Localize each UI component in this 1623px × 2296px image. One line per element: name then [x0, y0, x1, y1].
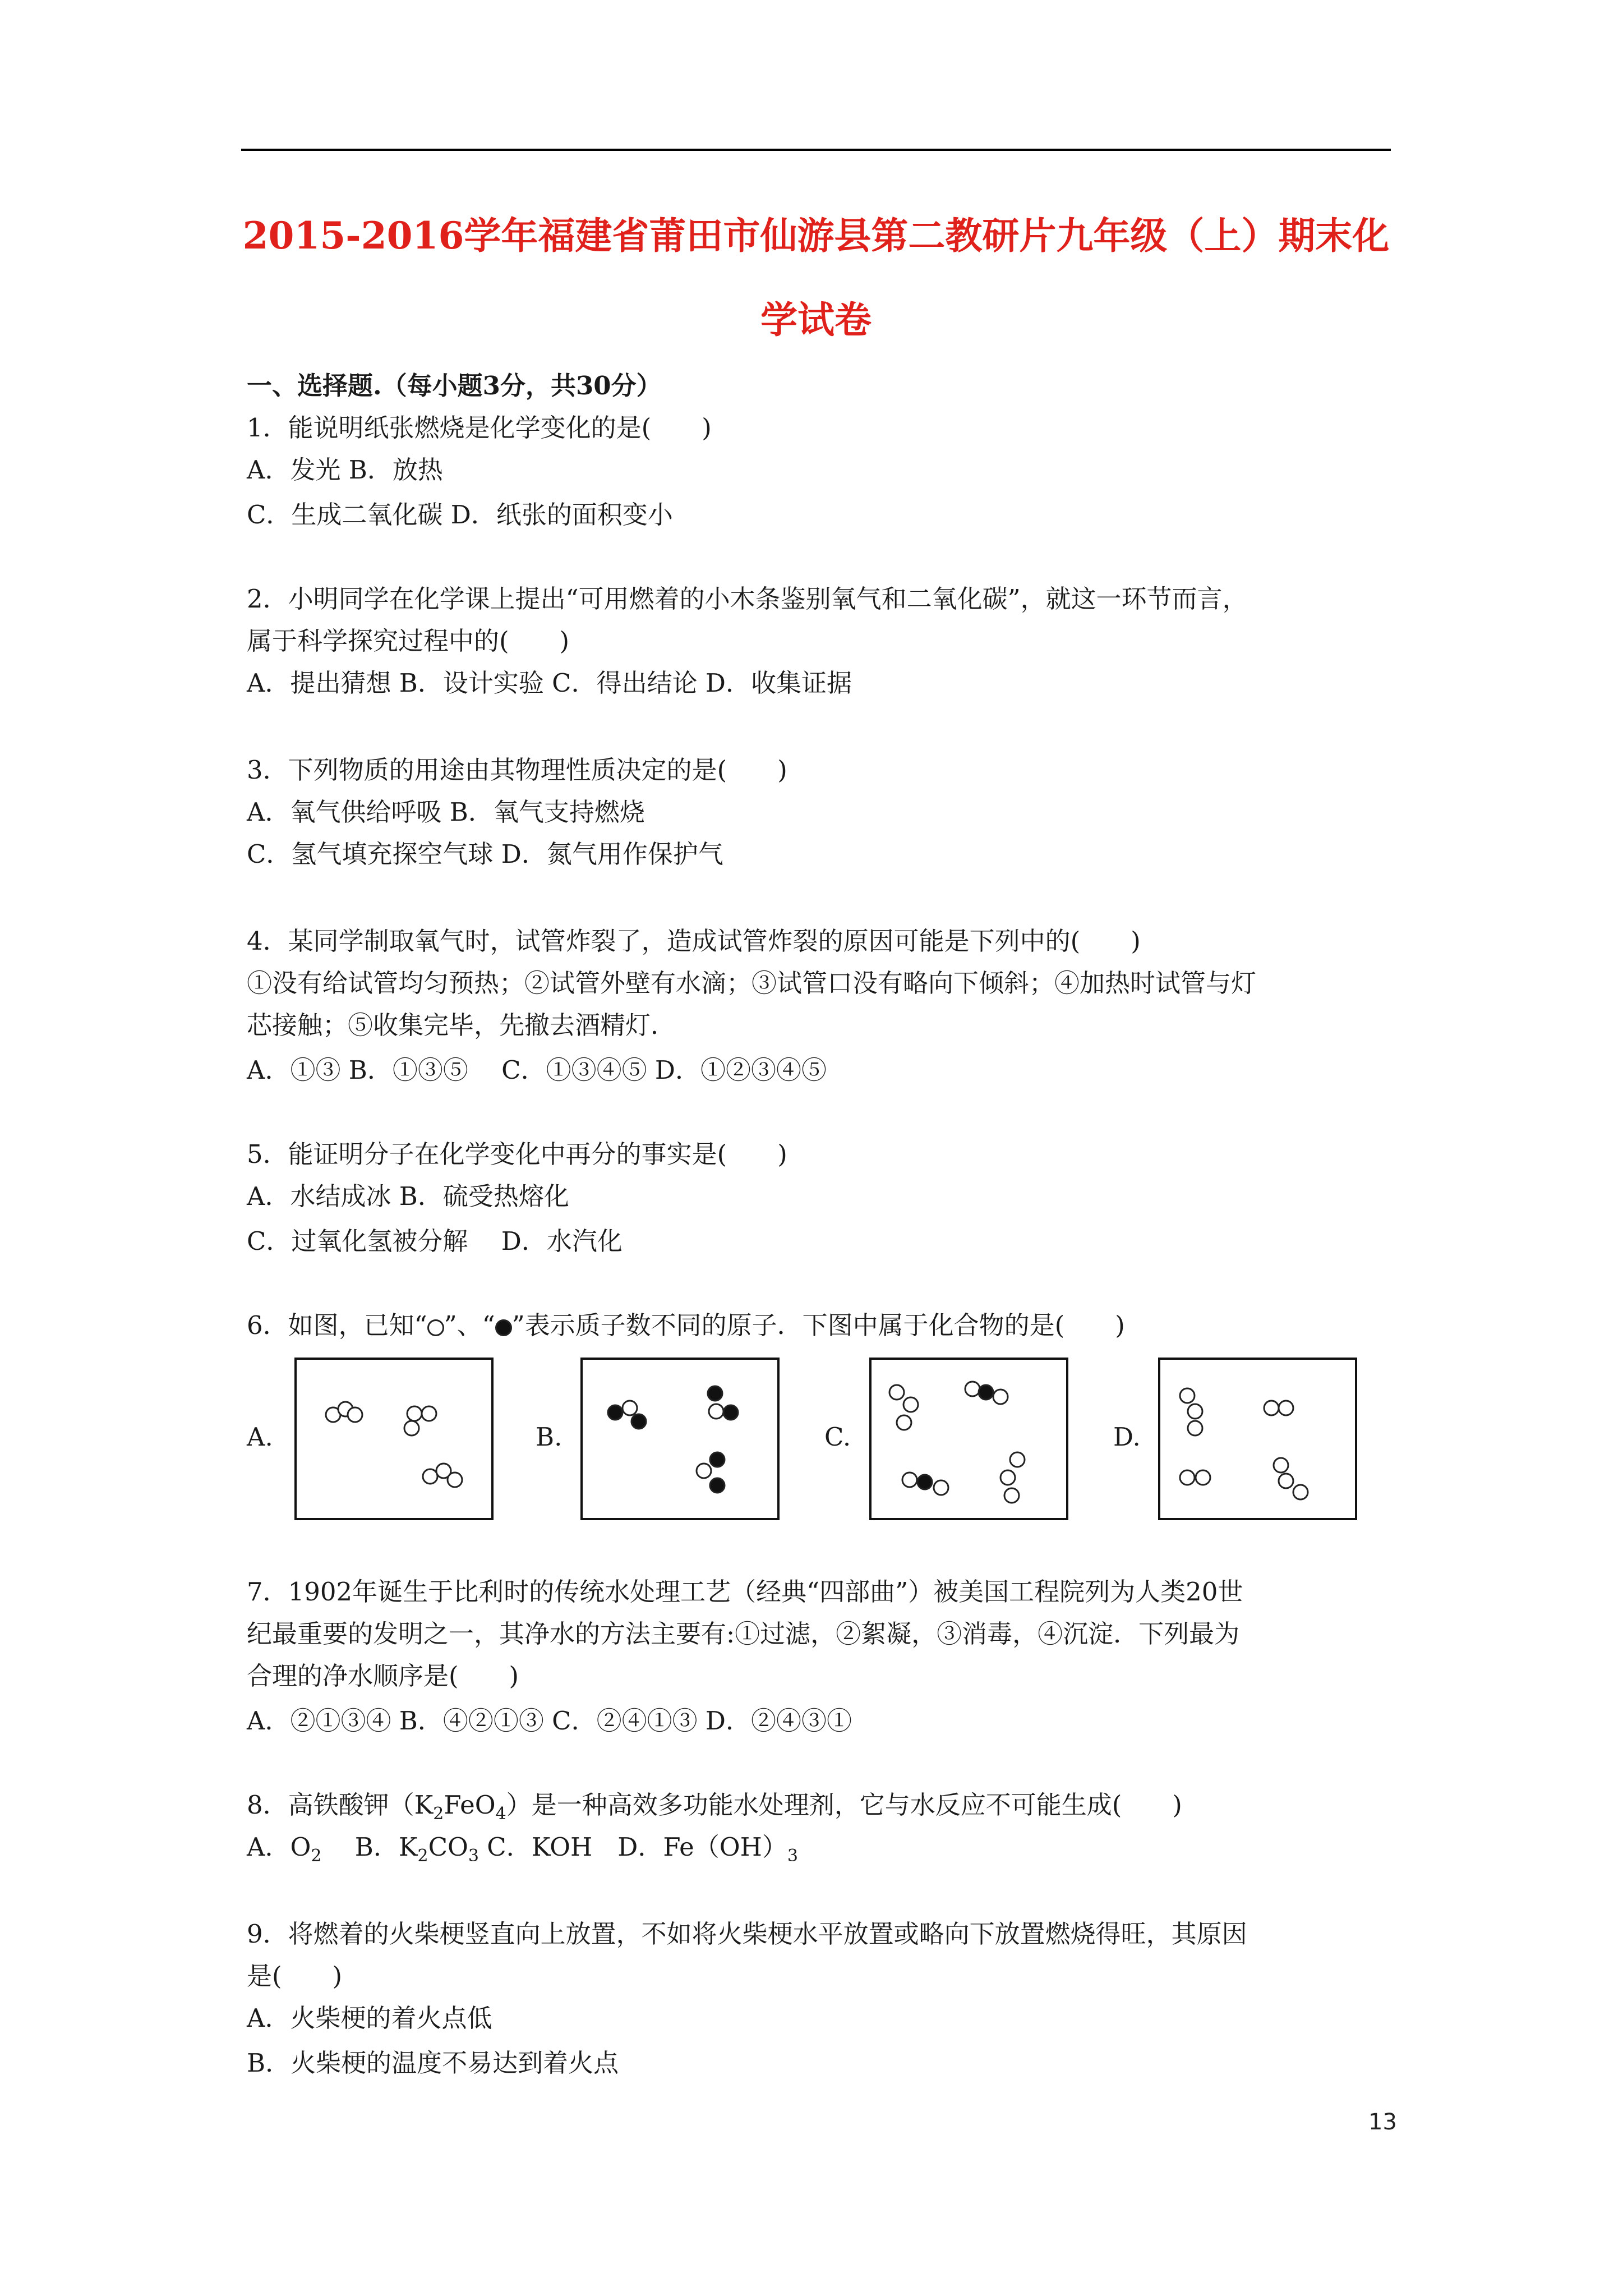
- page-number: 13: [1368, 2109, 1397, 2135]
- section-heading: 一、选择题.（每小题3分，共30分）: [247, 371, 662, 401]
- q8-sub: 2: [417, 1846, 428, 1866]
- molecule-diagram-b: [583, 1360, 777, 1518]
- q8-sub: 4: [495, 1804, 506, 1824]
- q9-option-a: A．火柴梗的着火点低: [247, 2003, 492, 2033]
- doc-title-line2: 学试卷: [760, 298, 872, 342]
- q8-opt-part: C．KOH D．Fe（OH）: [479, 1832, 787, 1862]
- q6-label-a: A.: [247, 1422, 273, 1452]
- q6-box-b: [580, 1358, 780, 1520]
- q8-opt-part: CO: [428, 1832, 468, 1862]
- molecule-diagram-c: [872, 1360, 1066, 1518]
- q9-stem-1: 9．将燃着的火柴梗竖直向上放置，不如将火柴梗水平放置或略向下放置燃烧得旺，其原因: [247, 1919, 1247, 1949]
- q6-stem-part3: ”表示质子数不同的原子．下图中属于化合物的是( ): [511, 1310, 1125, 1340]
- q1-stem: 1．能说明纸张燃烧是化学变化的是( ): [247, 413, 712, 443]
- q6-box-d: [1158, 1358, 1357, 1520]
- q4-stem-1: 4．某同学制取氧气时，试管炸裂了，造成试管炸裂的原因可能是下列中的( ): [247, 926, 1141, 956]
- q8-sub: 3: [468, 1846, 479, 1866]
- q4-options: A．①③ B．①③⑤ C．①③④⑤ D．①②③④⑤: [247, 1055, 827, 1085]
- header-rule: [241, 149, 1391, 151]
- q2-options: A．提出猜想 B．设计实验 C．得出结论 D．收集证据: [247, 668, 852, 698]
- filled-circle-atom-icon: [495, 1319, 512, 1336]
- open-circle-atom-icon: [427, 1319, 444, 1336]
- q7-stem-2: 纪最重要的发明之一，其净水的方法主要有:①过滤，②絮凝，③消毒，④沉淀．下列最为: [247, 1619, 1240, 1649]
- q8-sub: 2: [311, 1846, 322, 1866]
- q6-box-a: [294, 1358, 494, 1520]
- q5-options-2: C．过氧化氢被分解 D．水汽化: [247, 1226, 623, 1256]
- q9-stem-2: 是( ): [247, 1961, 343, 1991]
- q4-stem-2: ①没有给试管均匀预热；②试管外壁有水滴；③试管口没有略向下倾斜；④加热时试管与灯: [247, 968, 1257, 998]
- q7-stem-1: 7．1902年诞生于比利时的传统水处理工艺（经典“四部曲”）被美国工程院列为人类20世: [247, 1577, 1243, 1607]
- q8-stem-part: 8．高铁酸钾（K: [247, 1790, 434, 1820]
- q3-stem: 3．下列物质的用途由其物理性质决定的是( ): [247, 755, 787, 785]
- q8-opt-part: A．O: [247, 1832, 311, 1862]
- q6-label-b: B.: [536, 1422, 562, 1452]
- q1-options-1: A．发光 B．放热: [247, 455, 443, 485]
- q9-option-b: B．火柴梗的温度不易达到着火点: [247, 2048, 619, 2078]
- q1-options-2: C．生成二氧化碳 D．纸张的面积变小: [247, 500, 673, 530]
- q6-label-d: D.: [1113, 1422, 1141, 1452]
- q8-sub: 2: [433, 1804, 444, 1824]
- doc-title-line1: 2015-2016学年福建省莆田市仙游县第二教研片九年级（上）期末化: [242, 214, 1390, 257]
- q5-options-1: A．水结成冰 B．硫受热熔化: [247, 1181, 569, 1211]
- q6-stem-part2: ”、“: [444, 1310, 495, 1340]
- molecule-diagram-a: [297, 1360, 491, 1518]
- q8-stem: [247, 1789, 1182, 1830]
- q8-stem-part: ）是一种高效多功能水处理剂，它与水反应不可能生成( ): [506, 1790, 1182, 1820]
- q6-diagrams: [247, 1358, 1368, 1526]
- q6-box-c: [869, 1358, 1068, 1520]
- q8-opt-part: B．K: [321, 1832, 418, 1862]
- molecule-diagram-d: [1160, 1360, 1355, 1518]
- q8-stem-part: FeO: [444, 1790, 496, 1820]
- q7-options: A．②①③④ B．④②①③ C．②④①③ D．②④③①: [247, 1706, 852, 1736]
- q6-stem: [247, 1310, 1125, 1341]
- q8-sub: 3: [787, 1846, 798, 1866]
- q2-stem-1: 2．小明同学在化学课上提出“可用燃着的小木条鉴别氧气和二氧化碳”，就这一环节而言，: [247, 584, 1248, 614]
- q6-label-c: C.: [824, 1422, 851, 1452]
- q6-stem-part1: 6．如图，已知“: [247, 1310, 427, 1340]
- q5-stem: 5．能证明分子在化学变化中再分的事实是( ): [247, 1139, 787, 1169]
- q2-stem-2: 属于科学探究过程中的( ): [247, 626, 570, 656]
- q3-options-2: C．氢气填充探空气球 D．氮气用作保护气: [247, 839, 723, 869]
- q8-options: [247, 1832, 798, 1872]
- q4-stem-3: 芯接触；⑤收集完毕，先撤去酒精灯．: [247, 1010, 676, 1040]
- q7-stem-3: 合理的净水顺序是( ): [247, 1661, 519, 1691]
- q3-options-1: A．氧气供给呼吸 B．氧气支持燃烧: [247, 797, 645, 827]
